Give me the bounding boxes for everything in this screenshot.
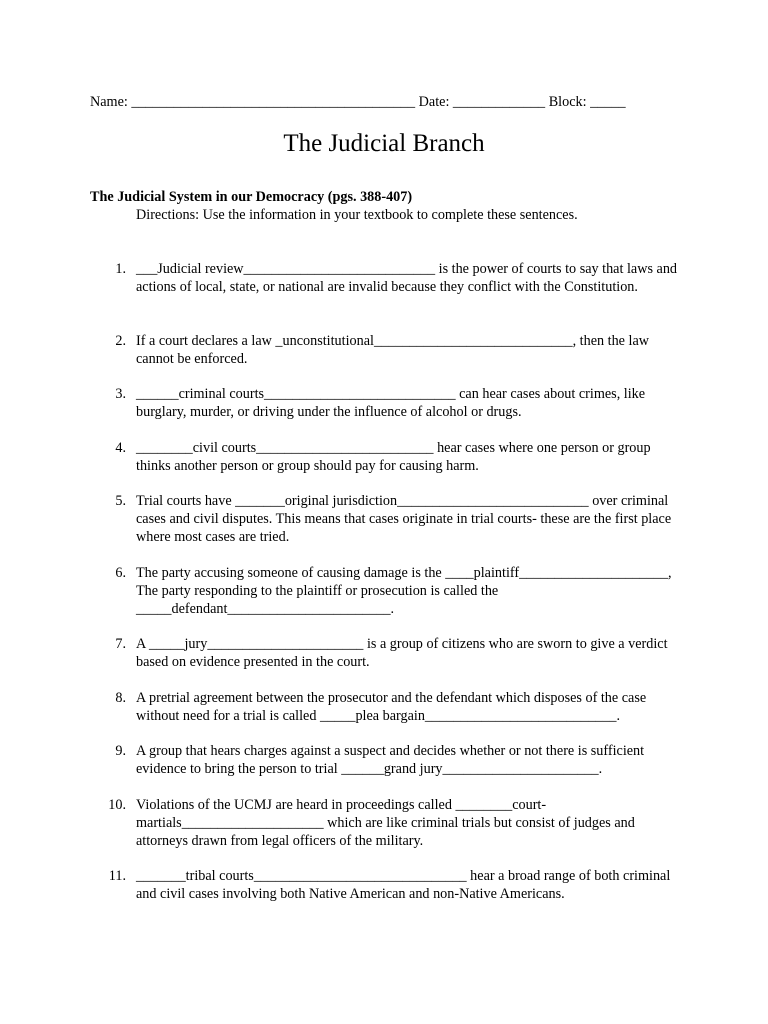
question-text: A group that hears charges against a suspect and decides whether or not there is sufficient evidence to bring the person to trial ______grand jury______________________.	[136, 743, 645, 777]
question-number: 3.	[115, 386, 126, 402]
question-text: Violations of the UCMJ are heard in proceedings called ________court-martials____________________ which are like criminal trials but consist of judges and attorneys drawn from legal officers of the military.	[136, 797, 635, 849]
question-text: _______tribal courts______________________________ hear a broad range of both criminal and civil cases involving both Native American and non-Native Americans.	[136, 868, 671, 902]
question-text: A pretrial agreement between the prosecutor and the defendant which disposes of the case without need for a trial is called _____plea bargain___________________________.	[136, 690, 647, 724]
directions-text: Directions: Use the information in your textbook to complete these sentences.	[136, 207, 578, 223]
question-text: If a court declares a law _unconstitutional____________________________, then the law cannot be enforced.	[136, 333, 650, 367]
question-text: Trial courts have _______original jurisdiction___________________________ over criminal cases and civil disputes. This means that cases originate in trial courts- these are the first place where most cases are tried.	[136, 493, 672, 545]
question-number: 11.	[108, 868, 126, 884]
section-heading: The Judicial System in our Democracy (pgs. 388-407)	[90, 189, 413, 205]
question-number: 5.	[115, 493, 126, 509]
question-text: ________civil courts_________________________ hear cases where one person or group thinks another person or group should pay for causing harm.	[136, 440, 651, 474]
name-date-block-line: Name: ________________________________________ Date: _____________ Block: _____	[90, 94, 626, 110]
question-number: 4.	[115, 440, 126, 456]
page-title: The Judicial Branch	[283, 130, 485, 157]
question-text: ______criminal courts___________________________ can hear cases about crimes, like burglary, murder, or driving under the influence of alcohol or drugs.	[136, 386, 646, 420]
question-number: 8.	[115, 690, 126, 706]
question-text: A _____jury______________________ is a group of citizens who are sworn to give a verdict based on evidence presented in the court.	[136, 636, 668, 670]
question-number: 6.	[115, 565, 126, 581]
question-number: 2.	[115, 333, 126, 349]
question-number: 10.	[108, 797, 126, 813]
question-number: 7.	[115, 636, 126, 652]
question-text: The party accusing someone of causing damage is the ____plaintiff_____________________, The party responding to the plaintiff or prosecution is called the _____defendant_______________________.	[136, 565, 672, 617]
question-number: 1.	[115, 261, 126, 277]
question-text: ___Judicial review___________________________ is the power of courts to say that laws and actions of local, state, or national are invalid because they conflict with the Constitution.	[136, 261, 678, 295]
question-number: 9.	[115, 743, 126, 759]
